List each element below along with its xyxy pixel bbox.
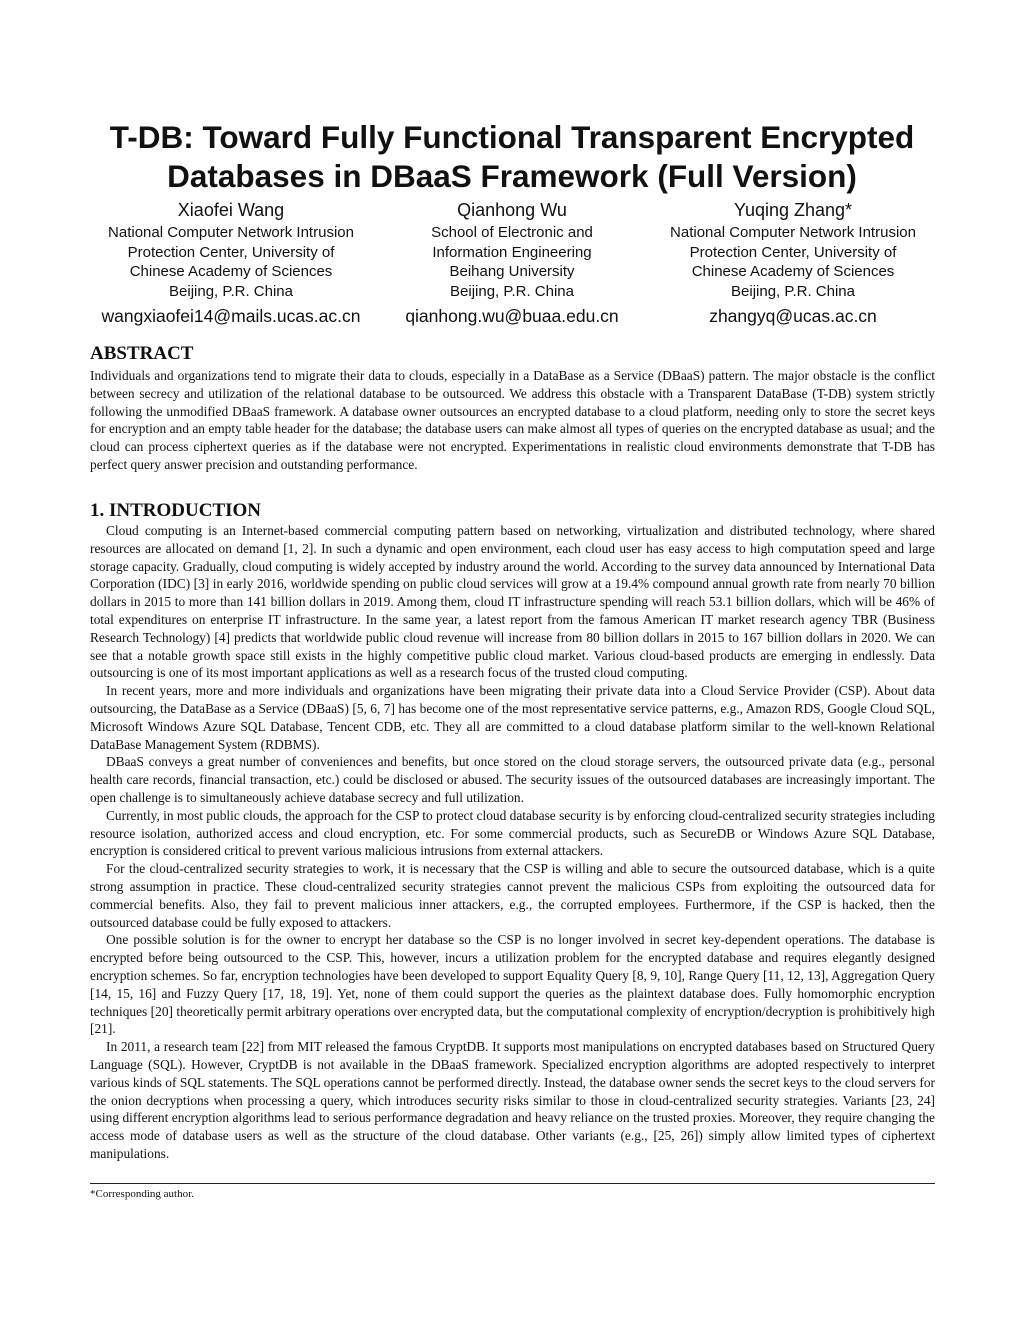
intro-paragraph-4: Currently, in most public clouds, the approach for the CSP to protect cloud database security is by enforcing cloud-centralized security strategies including resource isolation, authorized access and cloud encryption, etc. For some commercial products, such as SecureDB or Windows Azure SQL Database, encryption is considered critical to prevent various malicious intrusions from external attackers. xyxy=(90,807,935,859)
author-affiliation-line: Chinese Academy of Sciences xyxy=(129,263,333,281)
author-block-3 xyxy=(643,198,943,329)
intro-paragraph-1: Cloud computing is an Internet-based commercial computing pattern based on networking, virtualization and distributed technology, where shared resources are allocated on demand [1, 2]. In such a dynamic and open environment, each cloud user has easy access to high computation speed and large storage capacity. Gradually, cloud computing is widely accepted by industry around the world. According to the survey data announced by International Data Corporation (IDC) [3] in early 2016, worldwide spending on public cloud services will grow at a 19.4% compound annual growth rate from nearly 70 billion dollars in 2015 to more than 141 billion dollars in 2019. Among them, cloud IT infrastructure spending will reach 53.1 billion dollars, which will be 46% of total expenditures on enterprise IT infrastructure. In the same year, a latest report from the famous American IT market research agency TBR (Business Research Technology) [4] predicts that worldwide public cloud revenue will increase from 80 billion dollars in 2015 to 167 billion dollars in 2020. We can see that a notable growth space still exists in the highly competitive public cloud market. Various cloud-based products are emerging in endlessly. Data outsourcing is one of its most important applications as well as a research focus of the trusted cloud computing. xyxy=(90,523,935,681)
author-affiliation-line: National Computer Network Intrusion xyxy=(670,224,916,241)
intro-paragraph-3: DBaaS conveys a great number of conveniences and benefits, but once stored on the cloud storage servers, the outsourced private data (e.g., personal health care records, financial transaction, etc.) could be disclosed or abused. The security issues of the outsourced databases are increasingly important. The open challenge is to simultaneously achieve database secrecy and full utilization. xyxy=(90,754,935,805)
introduction-heading: 1. INTRODUCTION xyxy=(90,500,262,521)
author-block-2 xyxy=(362,198,662,329)
author-email: qianhong.wu@buaa.edu.cn xyxy=(405,305,619,326)
intro-paragraph-7: In 2011, a research team [22] from MIT released the famous CryptDB. It supports most manipulations on encrypted databases based on Structured Query Language (SQL). However, CryptDB is not available in the DBaaS framework. Specialized encryption algorithms are adopted respectively to interpret various kinds of SQL statements. The SQL operations cannot be performed directly. Instead, the database owner sends the secret keys to the cloud servers for the onion decryptions when processing a query, which introduces security risks similar to those in cloud-centralized security strategies. Variants [23, 24] using different encryption algorithms lead to serious performance degradation and heavy reliance on the trusted proxies. Moreover, they require changing the access mode of database users as well as the structure of the cloud database. Other variants (e.g., [25, 26]) simply allow limited types of ciphertext manipulations. xyxy=(90,1039,935,1161)
author-name: Qianhong Wu xyxy=(457,200,567,220)
author-block-1 xyxy=(81,198,381,329)
author-affiliation-line: Beijing, P.R. China xyxy=(169,283,293,301)
author-email: zhangyq@ucas.ac.cn xyxy=(709,305,877,326)
paper-title xyxy=(70,118,954,196)
author-affiliation-line: Information Engineering xyxy=(432,243,592,261)
author-affiliation-line: Protection Center, University of xyxy=(127,243,335,261)
footnote: *Corresponding author. xyxy=(90,1188,194,1200)
author-affiliation-line: School of Electronic and xyxy=(431,224,593,241)
abstract-heading: ABSTRACT xyxy=(90,343,194,364)
author-email: wangxiaofei14@mails.ucas.ac.cn xyxy=(101,305,361,326)
author-affiliation-line: Protection Center, University of xyxy=(689,243,897,261)
intro-paragraph-6: One possible solution is for the owner to encrypt her database so the CSP is no longer involved in secret key-dependent operations. The database is encrypted before being outsourced to the CSP. This, however, incurs a utilization problem for the encrypted database and requires elegantly designed encryption schemes. So far, encryption technologies have been developed to support Equality Query [8, 9, 10], Range Query [11, 12, 13], Aggregation Query [14, 15, 16] and Fuzzy Query [17, 18, 19]. Yet, none of them could support the queries as the plaintext database does. Fully homomorphic encryption techniques [20] theoretically permit arbitrary operations over encrypted data, but the computational complexity of encryption/decryption is prohibitively high [21]. xyxy=(90,932,935,1037)
title-line-2: Databases in DBaaS Framework (Full Version) xyxy=(167,158,857,194)
abstract-text: Individuals and organizations tend to migrate their data to clouds, especially in a DataBase as a Service (DBaaS) pattern. The major obstacle is the conflict between secrecy and utilization of the relational database to be outsourced. We address this obstacle with a Transparent DataBase (T-DB) system strictly following the unmodified DBaaS framework. A database owner outsources an encrypted database to a cloud platform, needing only to store the secret keys for encryption and an empty table header for the database; the database users can make almost all types of queries on the encrypted database as usual; and the cloud can process ciphertext queries as if the database were not encrypted. Experimentations in realistic cloud environments demonstrate that T-DB has perfect query answer precision and outstanding performance. xyxy=(90,368,935,472)
intro-paragraph-5: For the cloud-centralized security strategies to work, it is necessary that the CSP is willing and able to secure the outsourced database, which is a quite strong assumption in practice. These cloud-centralized security strategies cannot prevent the malicious CSPs from exploiting the outsourced data for commercial benefits. Also, they fail to prevent malicious inner attackers, e.g., the corrupted employees. Furthermore, if the CSP is hacked, then the outsourced database could be fully exposed to attackers. xyxy=(90,861,935,930)
intro-paragraph-2: In recent years, more and more individuals and organizations have been migrating their private data into a Cloud Service Provider (CSP). About data outsourcing, the DataBase as a Service (DBaaS) [5, 6, 7] has become one of the most representative service patterns, e.g., Amazon RDS, Google Cloud SQL, Microsoft Windows Azure SQL Database, Tencent CDB, etc. They all are committed to a cloud database platform similar to the well-known Relational DataBase Management System (RDBMS). xyxy=(90,683,935,752)
footnote-divider xyxy=(90,1183,935,1184)
author-name: Yuqing Zhang* xyxy=(733,200,853,220)
author-name: Xiaofei Wang xyxy=(177,200,285,220)
author-affiliation-line: Chinese Academy of Sciences xyxy=(691,263,895,281)
author-affiliation-line: National Computer Network Intrusion xyxy=(108,224,354,241)
title-line-1: T-DB: Toward Fully Functional Transparent Encrypted xyxy=(109,119,915,155)
introduction-body xyxy=(90,522,935,1163)
author-affiliation-line: Beihang University xyxy=(449,263,575,281)
author-affiliation-line: Beijing, P.R. China xyxy=(450,283,574,301)
author-affiliation-line: Beijing, P.R. China xyxy=(731,283,855,301)
